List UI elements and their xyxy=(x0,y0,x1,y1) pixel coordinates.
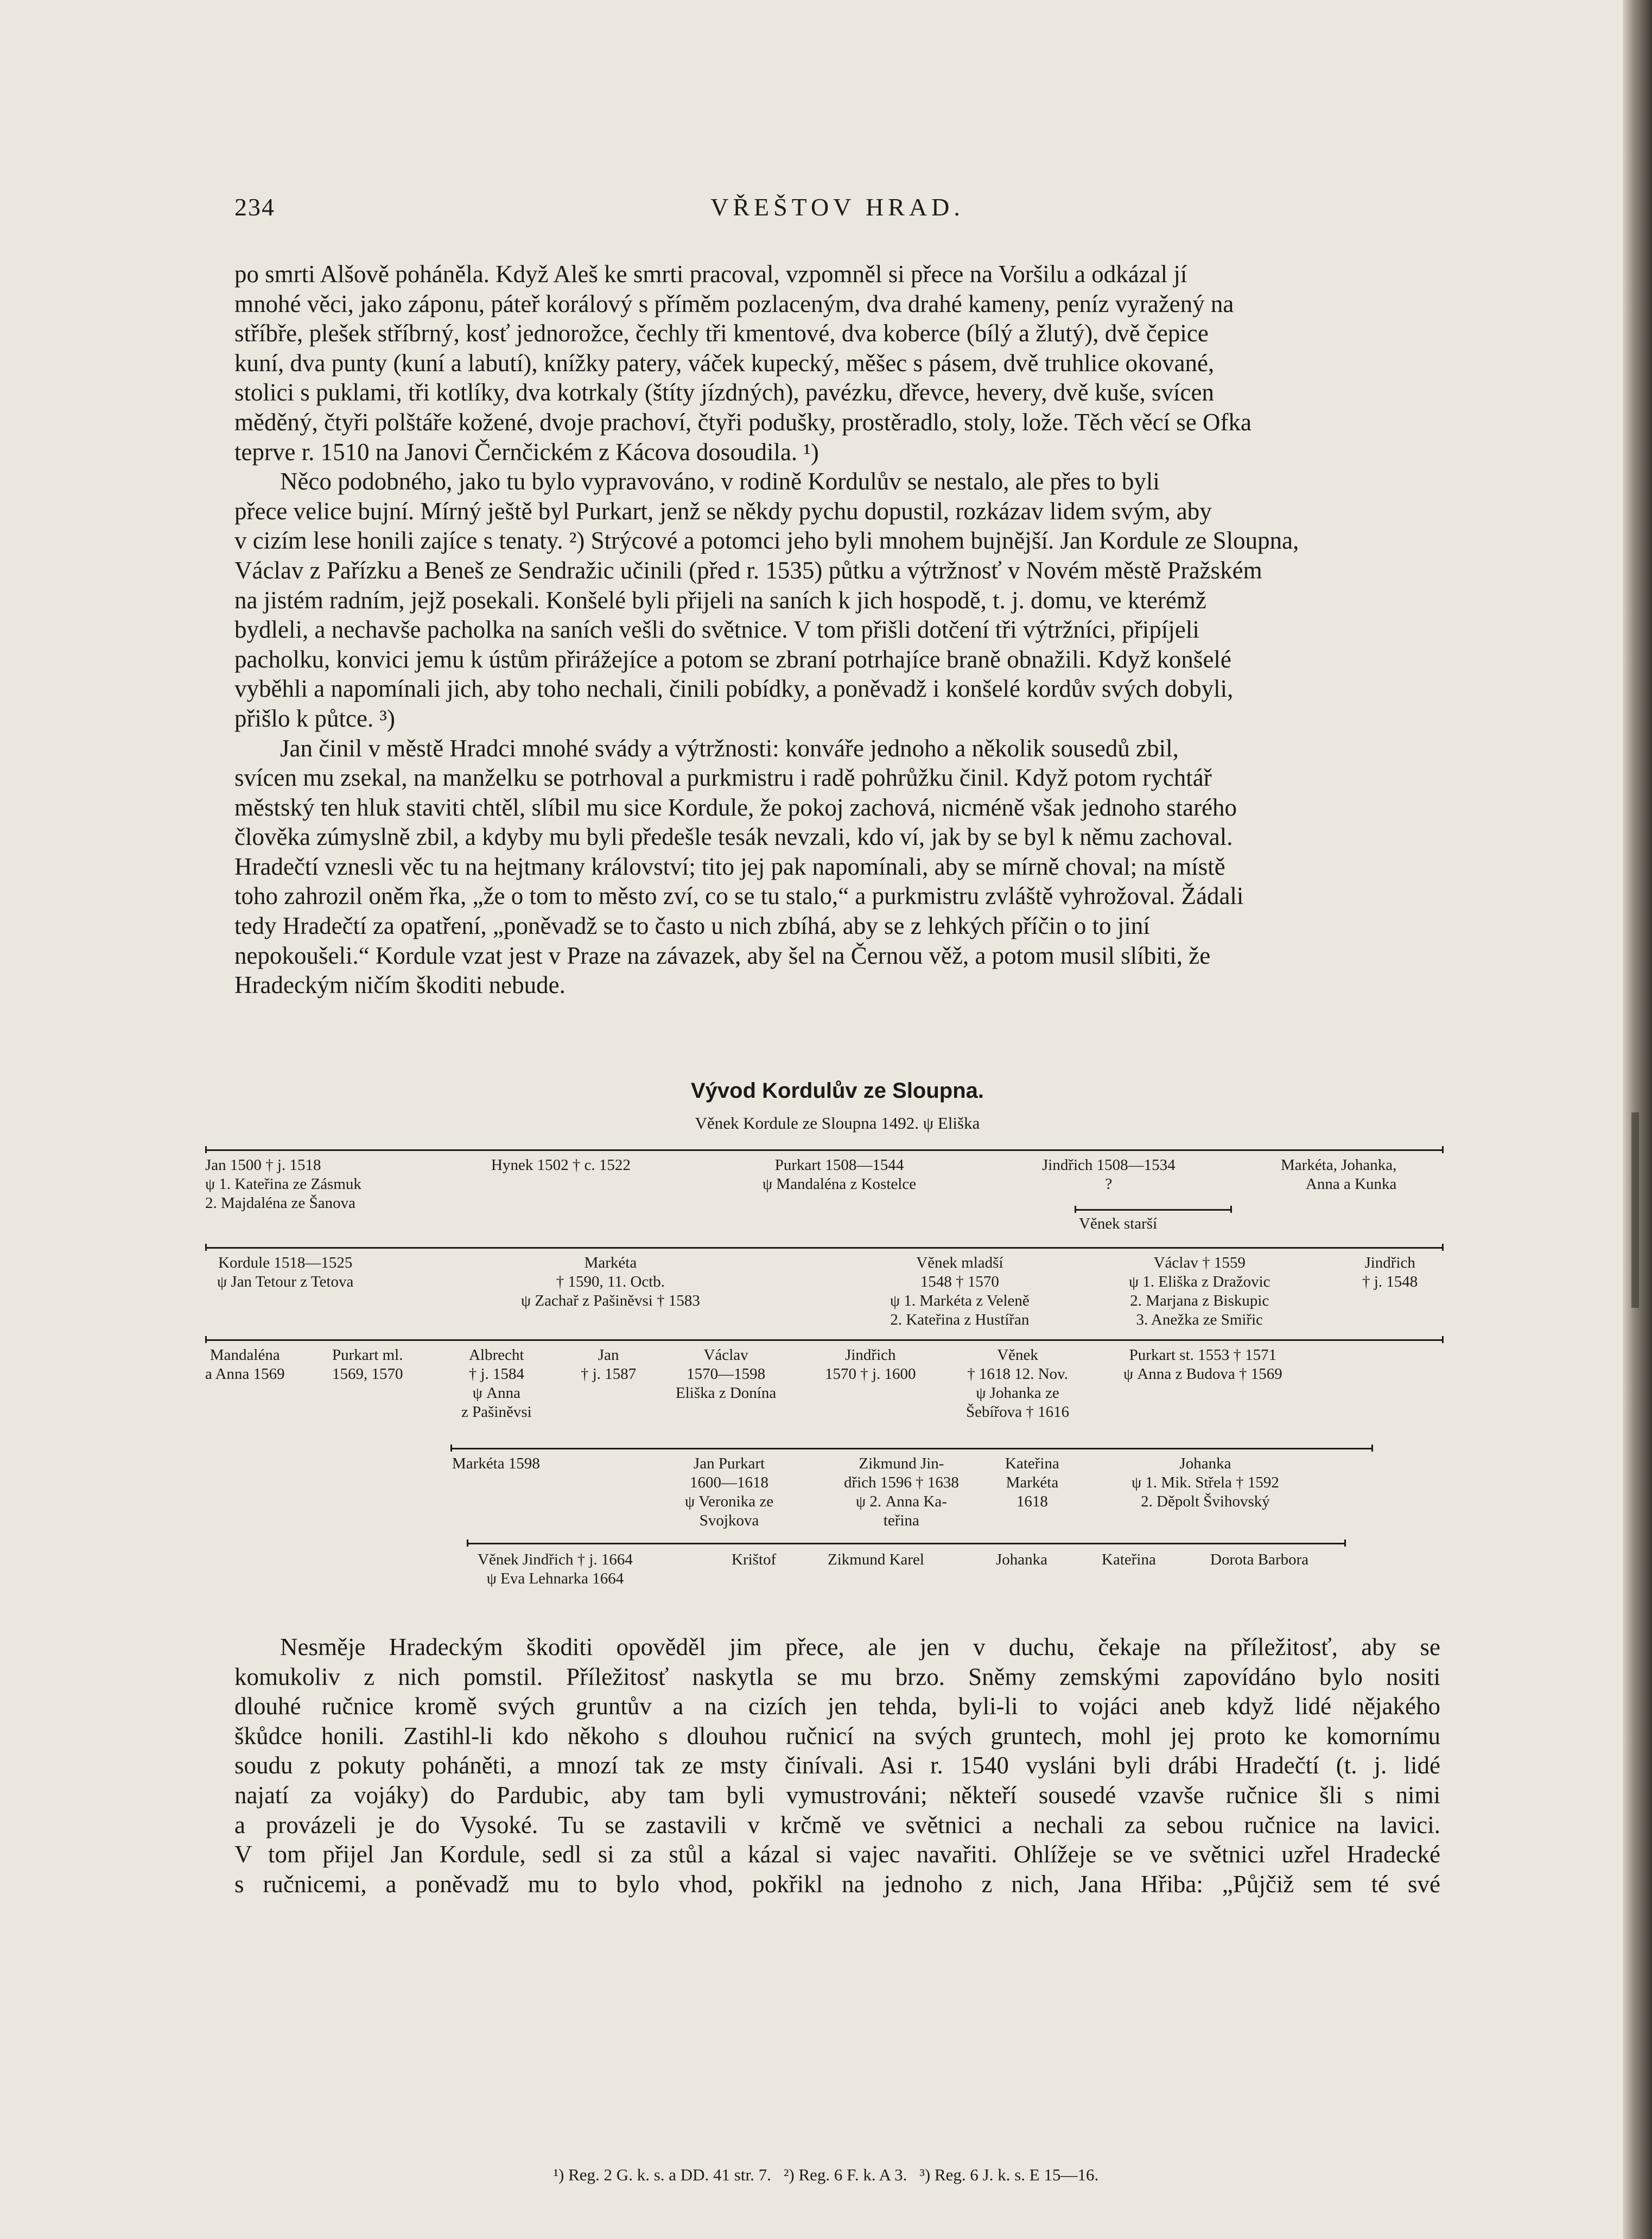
text-line: bydleli, a nechavše pacholka na saních vešli do světnice. V tom přišli dotčení tři výtržníci, připíjeli xyxy=(234,616,1199,644)
text-line: pacholku, konvici jemu k ústům přirážejíce a potom se zbraní potrhajíce braně obnažili. Když konšelé xyxy=(234,645,1231,673)
generation-line-2 xyxy=(205,1247,1444,1249)
node-line: 1618 xyxy=(1016,1493,1048,1510)
node-line: Anna a Kunka xyxy=(1305,1175,1397,1193)
page-edge-mark xyxy=(1631,1112,1639,1308)
generation-line-3 xyxy=(205,1339,1444,1341)
node-line: † 1618 12. Nov. xyxy=(967,1365,1068,1383)
person-zikmund-jindrich xyxy=(844,1454,959,1530)
node-line: ψ Eva Lehnarka 1664 xyxy=(486,1570,624,1587)
generation-line-4 xyxy=(450,1448,1373,1449)
node-line: † 1590, 11. Octb. xyxy=(556,1273,665,1290)
bottom-text xyxy=(234,1632,1440,1899)
text-line: najatí za vojáky) do Pardubic, aby tam byli vymustrováni; někteří sousedé vzavše ručnice šli s nimi xyxy=(234,1781,1440,1809)
node-line: dřich 1596 † 1638 xyxy=(844,1474,959,1491)
node-line: Šebířova † 1616 xyxy=(966,1403,1070,1421)
person-albrecht xyxy=(461,1346,532,1422)
node-line: Kateřina xyxy=(1102,1551,1156,1568)
node-line: 1570 † j. 1600 xyxy=(825,1365,916,1383)
person-jindrich-2 xyxy=(1362,1254,1418,1292)
person-mandalena xyxy=(205,1346,285,1384)
person-jan-purkart xyxy=(685,1454,773,1530)
node-line: 1548 † 1570 xyxy=(920,1273,999,1290)
person-kordule xyxy=(217,1254,353,1292)
person-sisters xyxy=(1281,1156,1396,1194)
person-zikmund-karel xyxy=(828,1550,924,1569)
page-number: 234 xyxy=(234,193,275,221)
text-line: vyběhli a napomínali jich, aby toho nechali, činili pobídky, a poněvadž i konšelé kordův svých dobyli, xyxy=(234,675,1234,703)
node-line: 3. Anežka ze Smiřic xyxy=(1136,1311,1263,1328)
node-line: Dorota Barbora xyxy=(1210,1551,1309,1568)
person-katerina-2 xyxy=(1102,1550,1156,1569)
text-line: nepokoušeli.“ Kordule vzat jest v Praze na závazek, aby šel na Černou věž, a potom musil slíbiti, že xyxy=(234,942,1211,969)
node-line: Jindřich 1508—1534 xyxy=(1042,1156,1176,1174)
node-line: z Pašiněvsi xyxy=(461,1403,532,1421)
generation-line-5 xyxy=(467,1543,1346,1544)
text-line: dlouhé ručnice kromě svých gruntův a na cizích jen tehda, byli-li to vojáci aneb když lidé nějakého xyxy=(234,1693,1440,1720)
node-line: 1570—1598 xyxy=(687,1365,766,1383)
node-line: ψ 1. Eliška z Dražovic xyxy=(1129,1273,1270,1290)
person-katerina-marketa xyxy=(1005,1454,1059,1511)
node-line: Kordule 1518—1525 xyxy=(218,1254,353,1271)
person-marketa-1598 xyxy=(452,1454,540,1473)
person-jindrich-3 xyxy=(825,1346,916,1384)
person-jan-2 xyxy=(581,1346,636,1384)
node-line: Markéta, Johanka, xyxy=(1281,1156,1397,1174)
node-line: ψ 2. Anna Ka- xyxy=(855,1493,947,1510)
paragraph-1 xyxy=(234,259,1440,467)
node-line: 2. Kateřina z Hustířan xyxy=(890,1311,1030,1328)
node-line: Věnek xyxy=(997,1346,1038,1364)
text-line: přišlo k půtce. ³) xyxy=(234,704,395,732)
node-line: Purkart 1508—1544 xyxy=(774,1156,904,1174)
text-line: tedy Hradečtí za opatření, „poněvadž se to často u nich zbíhá, aby se z lehkých příčin o to jiní xyxy=(234,912,1150,940)
node-line: Věnek Jindřich † j. 1664 xyxy=(478,1551,633,1568)
text-line: Jan činil v městě Hradci mnohé svády a výtržnosti: konváře jednoho a několik sousedů zbil, xyxy=(280,734,1179,762)
text-line: přece velice bujní. Mírný ještě byl Purkart, jenž se někdy pychu dopustil, rozkázav lidem svým, aby xyxy=(234,497,1212,525)
text-line: mnohé věci, jako záponu, páteř korálový s příměm pozlaceným, dva drahé kameny, peníz vyražený na xyxy=(234,290,1234,317)
person-purkart xyxy=(763,1156,916,1194)
person-vaclav-2 xyxy=(676,1346,776,1403)
node-line: Zikmund Jin- xyxy=(859,1455,944,1472)
node-line: Krištof xyxy=(732,1551,777,1568)
node-line: Eliška z Donína xyxy=(676,1384,777,1402)
node-line: ψ Anna xyxy=(472,1384,520,1402)
genealogy-title: Vývod Kordulův ze Sloupna. xyxy=(690,1079,984,1103)
text-line: V tom přijel Jan Kordule, sedl si za stůl a kázal si vajec navařiti. Ohlížeje se ve světnici uzřel Hradecké xyxy=(234,1841,1440,1868)
node-line: Václav xyxy=(703,1346,748,1364)
paragraph-4 xyxy=(234,1632,1440,1899)
person-dorota-barbora xyxy=(1210,1550,1308,1569)
text-line: Václav z Pařízku a Beneš ze Sendražic učinili (před r. 1535) půtku a výtržnosť v Novém městě Pražském xyxy=(234,556,1262,584)
text-line: měděný, čtyři polštáře kožené, dvoje prachoví, čtyři podušky, prostěradlo, stoly, lože. Těch věcí se Ofka xyxy=(234,408,1251,436)
node-line: Věnek mladší xyxy=(916,1254,1003,1271)
node-line: Johanka xyxy=(996,1551,1048,1568)
node-line: Věnek starší xyxy=(1079,1215,1158,1232)
footnotes: ¹) Reg. 2 G. k. s. a DD. 41 str. 7. ²) Reg. 6 F. k. A 3. ³) Reg. 6 J. k. s. E 15—16. xyxy=(553,2165,1099,2184)
node-line: ψ 1. Mik. Střela † 1592 xyxy=(1132,1474,1279,1491)
text-line: Hradeckým ničím škoditi nebude. xyxy=(234,971,566,999)
person-purkart-st xyxy=(1123,1346,1282,1384)
text-line: městský ten hluk staviti chtěl, slíbil mu sice Kordule, že pokoj zachová, nicméně však jednoho starého xyxy=(234,793,1237,821)
node-line: a Anna 1569 xyxy=(205,1365,285,1383)
node-line: ? xyxy=(1105,1175,1113,1193)
genealogy-subtitle: Věnek Kordule ze Sloupna 1492. ψ Eliška xyxy=(695,1114,980,1133)
node-line: Zikmund Karel xyxy=(828,1551,924,1568)
text-line: a provázeli je do Vysoké. Tu se zastavili v krčmě ve světnici a nechali za sebou ručnice na lavici. xyxy=(234,1811,1440,1839)
text-line: komukoliv z nich pomstil. Příležitosť naskytla se mu brzo. Sněmy zemskými zapovídáno bylo nositi xyxy=(234,1663,1440,1690)
node-line: † j. 1548 xyxy=(1362,1273,1418,1290)
node-line: Mandaléna xyxy=(209,1346,280,1364)
node-line: Svojkova xyxy=(699,1512,759,1529)
person-kristof xyxy=(732,1550,776,1569)
text-line: po smrti Alšově poháněla. Když Aleš ke smrti pracoval, vzpomněl si přece na Voršilu a odkázal jí xyxy=(234,260,1187,288)
person-johanka xyxy=(1132,1454,1279,1511)
text-line: teprve r. 1510 na Janovi Černčickém z Kácova dosoudila. ¹) xyxy=(234,438,819,466)
node-line: 2. Marjana z Biskupic xyxy=(1130,1292,1269,1309)
node-line: Kateřina xyxy=(1005,1455,1059,1472)
node-line: 2. Děpolt Švihovský xyxy=(1141,1493,1270,1510)
node-line: † j. 1584 xyxy=(468,1365,524,1383)
node-line: ψ Anna z Budova † 1569 xyxy=(1123,1365,1282,1383)
generation-line-1b xyxy=(1075,1209,1232,1211)
node-line: Markéta xyxy=(584,1254,637,1271)
person-jan xyxy=(205,1156,361,1213)
node-line: Jindřich xyxy=(845,1346,896,1364)
node-line: ψ Veronika ze xyxy=(685,1493,774,1510)
node-line: Jan xyxy=(598,1346,619,1364)
node-line: Jan Purkart xyxy=(693,1455,765,1472)
node-line: ψ Mandaléna z Kostelce xyxy=(763,1175,917,1193)
top-text xyxy=(234,259,1440,1000)
text-line: člověka zúmyslně zbil, a kdyby mu byli předešle tesák nevzali, kdo ví, jak by se byl k němu zachoval. xyxy=(234,823,1233,851)
node-line: Václav † 1559 xyxy=(1153,1254,1246,1271)
text-line: stříbře, plešek stříbrný, kosť jednorožce, čechly tři kmentové, dva koberce (bílý a žlutý), dvě čepice xyxy=(234,320,1209,347)
text-line: kuní, dva punty (kuní a labutí), knížky patery, váček kupecký, měšec s pásem, dvě truhlice okované, xyxy=(234,349,1215,377)
paragraph-3 xyxy=(234,734,1440,1000)
person-vaclav xyxy=(1129,1254,1270,1330)
text-line: na jistém radním, jejž posekali. Konšelé byli přijeli na saních k jich hospodě, t. j. domu, ve kterémž xyxy=(234,586,1206,614)
person-johanka-2 xyxy=(996,1550,1047,1569)
person-venek-3 xyxy=(966,1346,1069,1422)
node-line: Markéta 1598 xyxy=(452,1455,540,1472)
person-venek-mladsi xyxy=(890,1254,1030,1330)
text-line: v cizím lese honili zajíce s tenaty. ²) Strýcové a potomci jeho byli mnohem bujnější. Jan Kordule ze Sloupna, xyxy=(234,527,1299,555)
node-line: Johanka xyxy=(1179,1455,1231,1472)
node-line: 2. Majdaléna ze Šanova xyxy=(205,1194,356,1212)
person-hynek xyxy=(491,1156,631,1175)
node-line: ψ Jan Tetour z Tetova xyxy=(217,1273,354,1290)
node-line: Albrecht xyxy=(469,1346,524,1364)
node-line: ψ 1. Kateřina ze Zásmuk xyxy=(205,1175,361,1193)
person-venek-jindrich xyxy=(478,1550,633,1588)
node-line: ψ Zachař z Pašiněvsi † 1583 xyxy=(521,1292,700,1309)
node-line: Jindřich xyxy=(1364,1254,1415,1271)
node-line: 1569, 1570 xyxy=(332,1365,403,1383)
person-marketa xyxy=(521,1254,700,1311)
node-line: ψ Johanka ze xyxy=(976,1384,1059,1402)
page-header xyxy=(234,193,1440,231)
text-line: svícen mu zsekal, na manželku se potrhoval a purkmistru i radě pohrůžku činil. Když potom rychtář xyxy=(234,764,1212,792)
person-purkart-ml xyxy=(332,1346,403,1384)
text-line: Hradečtí vznesli věc tu na hejtmany království; tito jej pak napomínali, aby se mírně choval; na místě xyxy=(234,853,1225,880)
text-line: s ručnicemi, a poněvadž mu to bylo vhod, pokřikl na jednoho z nich, Jana Hřiba: „Půjčiž sem té své xyxy=(234,1870,1440,1898)
node-line: 1600—1618 xyxy=(690,1474,769,1491)
text-line: toho zahrozil oněm řka, „že o tom to město zví, co se tu stalo,“ a purkmistru zvláště vyhrožoval. Žádali xyxy=(234,882,1244,910)
node-line: Purkart st. 1553 † 1571 xyxy=(1129,1346,1277,1364)
person-jindrich xyxy=(1042,1156,1176,1194)
node-line: Hynek 1502 † c. 1522 xyxy=(491,1156,631,1174)
text-line: soudu z pokuty poháněti, a mnozí tak ze msty činívali. Asi r. 1540 vysláni byli drábi Hradečtí (t. j. lidé xyxy=(234,1752,1440,1779)
text-line: Něco podobného, jako tu bylo vypravováno, v rodině Kordulův se nestalo, ale přes to byli xyxy=(280,468,1160,495)
generation-line-1 xyxy=(205,1149,1444,1151)
node-line: Purkart ml. xyxy=(332,1346,403,1364)
text-line: Nesměje Hradeckým škoditi opověděl jim přece, ale jen v duchu, čekaje na příležitosť, aby se xyxy=(280,1633,1440,1661)
node-line: ψ 1. Markéta z Veleně xyxy=(890,1292,1030,1309)
person-venek-starsi xyxy=(1079,1214,1157,1233)
node-line: teřina xyxy=(883,1512,919,1529)
paragraph-2 xyxy=(234,467,1440,733)
node-line: Jan 1500 † j. 1518 xyxy=(205,1156,321,1174)
node-line: Markéta xyxy=(1006,1474,1059,1491)
running-title: VŘEŠTOV HRAD. xyxy=(710,193,964,221)
text-line: stolici s puklami, tři kotlíky, dva kotrkaly (štíty jízdných), pavézku, dřevce, hevery, dvě kuše, svícen xyxy=(234,379,1214,406)
text-line: škůdce honili. Zastihl-li kdo někoho s dlouhou ručnicí na svých gruntech, mohl jej proto ke komornímu xyxy=(234,1722,1440,1750)
node-line: † j. 1587 xyxy=(581,1365,637,1383)
